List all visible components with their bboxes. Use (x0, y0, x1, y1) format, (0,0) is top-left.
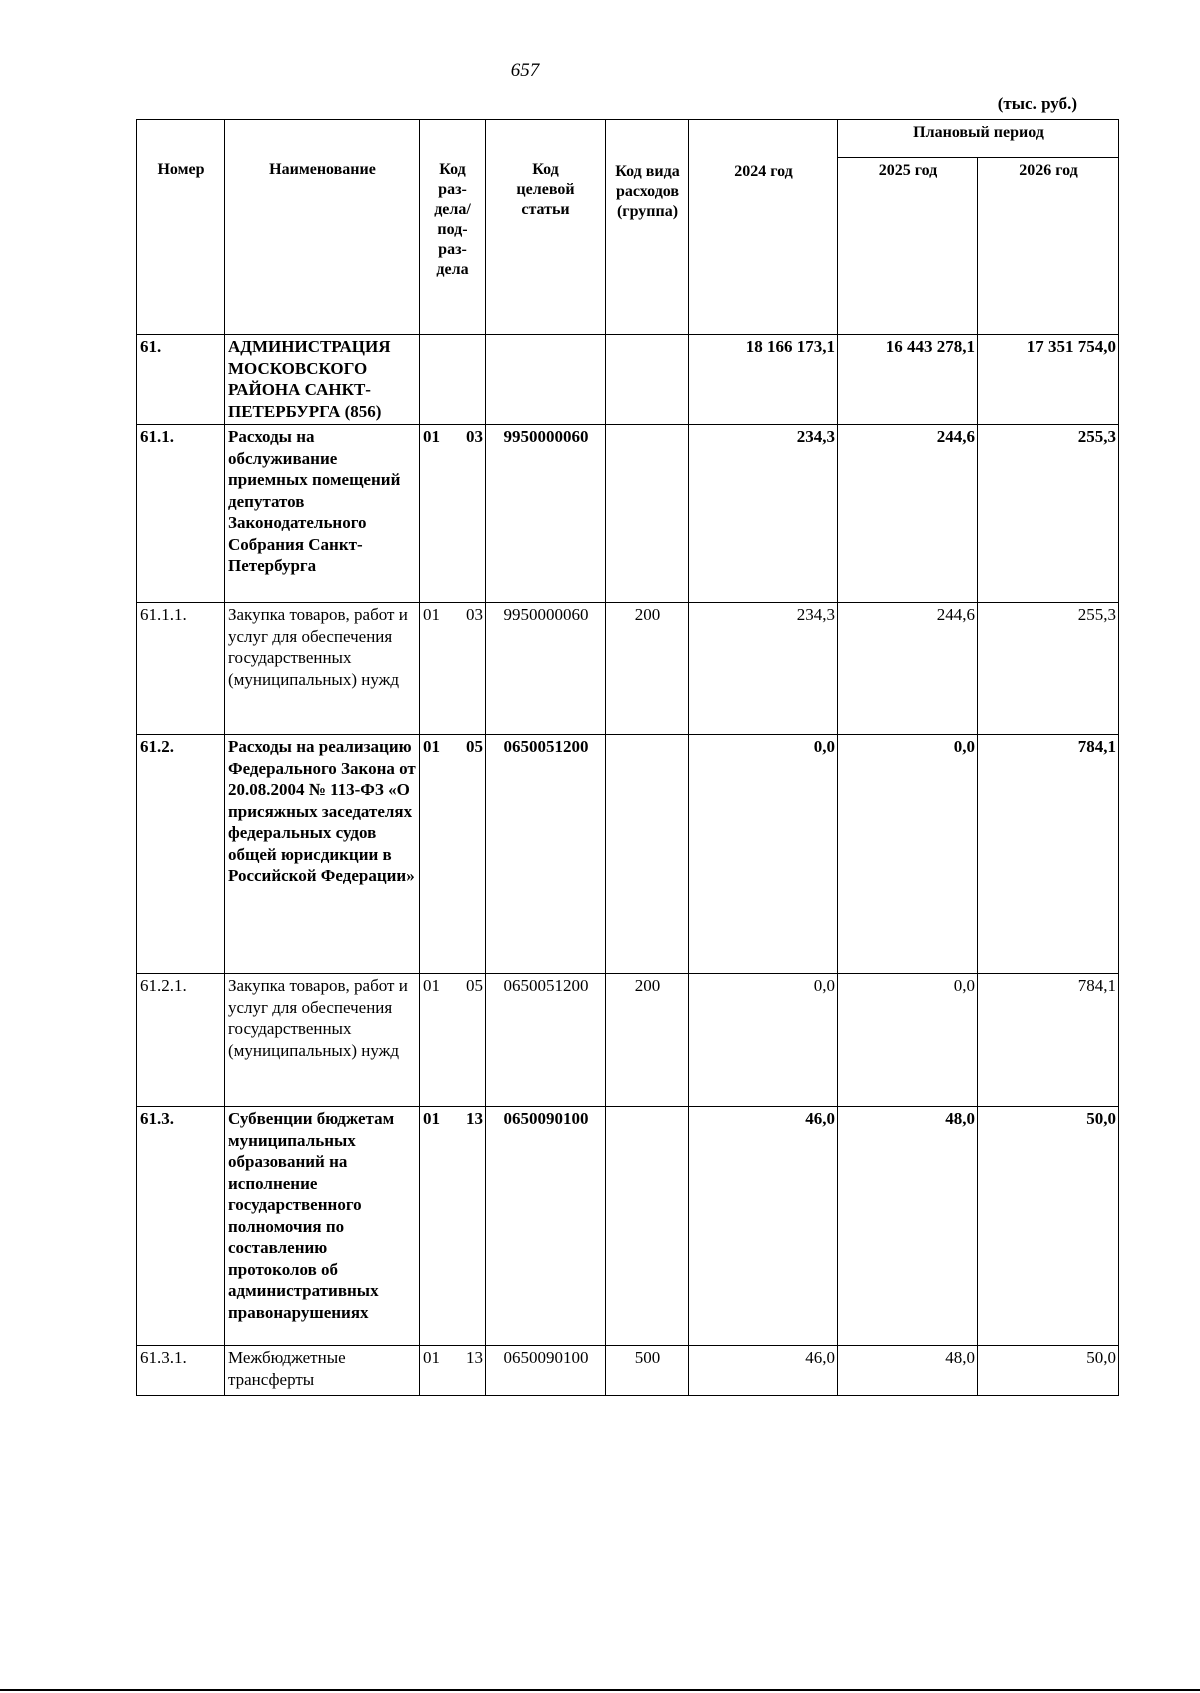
header-planned-period: Плановый период (838, 120, 1119, 158)
units-label: (тыс. руб.) (997, 94, 1077, 113)
row-expense-type (606, 425, 689, 603)
row-section-code (420, 974, 486, 1107)
row-expense-type (606, 335, 689, 425)
row-2025: 0,0 (838, 974, 978, 1107)
section-code: 01 (423, 1109, 440, 1128)
table-row (137, 735, 1119, 974)
row-target-code (486, 335, 606, 425)
row-number: 61.3.1. (137, 1346, 225, 1396)
subsection-code: 13 (466, 1348, 483, 1367)
row-name: АДМИНИСТРАЦИЯ МОСКОВСКОГО РАЙОНА САНКТ-ПЕТЕРБУРГА (856) (225, 335, 420, 425)
row-number: 61.3. (137, 1107, 225, 1346)
table-body (137, 335, 1119, 1396)
row-section-code (420, 1107, 486, 1346)
row-2026: 255,3 (978, 603, 1119, 735)
row-expense-type: 200 (606, 603, 689, 735)
header-2025: 2025 год (838, 158, 978, 335)
row-section-code (420, 1346, 486, 1396)
row-target-code: 0650090100 (486, 1107, 606, 1346)
row-number: 61. (137, 335, 225, 425)
header-number: Номер (137, 120, 225, 335)
subsection-code: 13 (466, 1109, 483, 1128)
page-number: 657 (510, 60, 540, 81)
subsection-code: 05 (466, 737, 483, 756)
row-expense-type: 500 (606, 1346, 689, 1396)
bottom-rule (0, 1689, 1200, 1691)
row-name: Закупка товаров, работ и услуг для обеспечения государственных (муниципальных) нужд (225, 974, 420, 1107)
row-target-code: 9950000060 (486, 603, 606, 735)
row-2024: 46,0 (689, 1107, 838, 1346)
section-code: 01 (423, 1348, 440, 1367)
subsection-code: 03 (466, 605, 483, 624)
table-row (137, 335, 1119, 425)
row-2026: 784,1 (978, 974, 1119, 1107)
row-section-code (420, 425, 486, 603)
row-name: Субвенции бюджетам муниципальных образований на исполнение государственного полномочия по составлению протоколов об административных правонарушениях (225, 1107, 420, 1346)
table-row (137, 1346, 1119, 1396)
header-2024: 2024 год (689, 120, 838, 335)
row-2024: 234,3 (689, 603, 838, 735)
row-section-code (420, 603, 486, 735)
row-2026: 50,0 (978, 1107, 1119, 1346)
row-expense-type (606, 1107, 689, 1346)
section-code: 01 (423, 605, 440, 624)
row-name: Расходы на реализацию Федерального Закона от 20.08.2004 № 113-ФЗ «О присяжных заседателях федеральных судов общей юрисдикции в Российской Федерации» (225, 735, 420, 974)
table-row (137, 1107, 1119, 1346)
budget-table (136, 119, 1119, 1396)
row-2025: 48,0 (838, 1346, 978, 1396)
row-2024: 0,0 (689, 974, 838, 1107)
row-2025: 244,6 (838, 425, 978, 603)
row-2025: 48,0 (838, 1107, 978, 1346)
row-number: 61.1. (137, 425, 225, 603)
row-2026: 17 351 754,0 (978, 335, 1119, 425)
row-2024: 18 166 173,1 (689, 335, 838, 425)
section-code: 01 (423, 976, 440, 995)
row-2024: 46,0 (689, 1346, 838, 1396)
row-2026: 255,3 (978, 425, 1119, 603)
row-target-code: 0650051200 (486, 974, 606, 1107)
row-section-code (420, 735, 486, 974)
table-row (137, 425, 1119, 603)
section-code: 01 (423, 427, 440, 446)
header-expense-type: Код вида расходов (группа) (606, 120, 689, 335)
row-2026: 784,1 (978, 735, 1119, 974)
header-section: Код раз-дела/ под-раз-дела (420, 120, 486, 335)
subsection-code: 03 (466, 427, 483, 446)
row-target-code: 0650051200 (486, 735, 606, 974)
row-expense-type (606, 735, 689, 974)
row-2025: 244,6 (838, 603, 978, 735)
row-number: 61.1.1. (137, 603, 225, 735)
row-target-code: 0650090100 (486, 1346, 606, 1396)
row-name: Межбюджетные трансферты (225, 1346, 420, 1396)
row-name: Закупка товаров, работ и услуг для обеспечения государственных (муниципальных) нужд (225, 603, 420, 735)
table-row (137, 603, 1119, 735)
table-row (137, 974, 1119, 1107)
section-code: 01 (423, 737, 440, 756)
header-2026: 2026 год (978, 158, 1119, 335)
row-expense-type: 200 (606, 974, 689, 1107)
row-2024: 0,0 (689, 735, 838, 974)
row-2026: 50,0 (978, 1346, 1119, 1396)
row-2025: 16 443 278,1 (838, 335, 978, 425)
row-number: 61.2.1. (137, 974, 225, 1107)
row-number: 61.2. (137, 735, 225, 974)
row-section-code (420, 335, 486, 425)
subsection-code: 05 (466, 976, 483, 995)
header-name: Наименование (225, 120, 420, 335)
row-2025: 0,0 (838, 735, 978, 974)
row-name: Расходы на обслуживание приемных помещений депутатов Законодательного Собрания Санкт-Петербурга (225, 425, 420, 603)
row-target-code: 9950000060 (486, 425, 606, 603)
row-2024: 234,3 (689, 425, 838, 603)
header-target: Код целевой статьи (486, 120, 606, 335)
